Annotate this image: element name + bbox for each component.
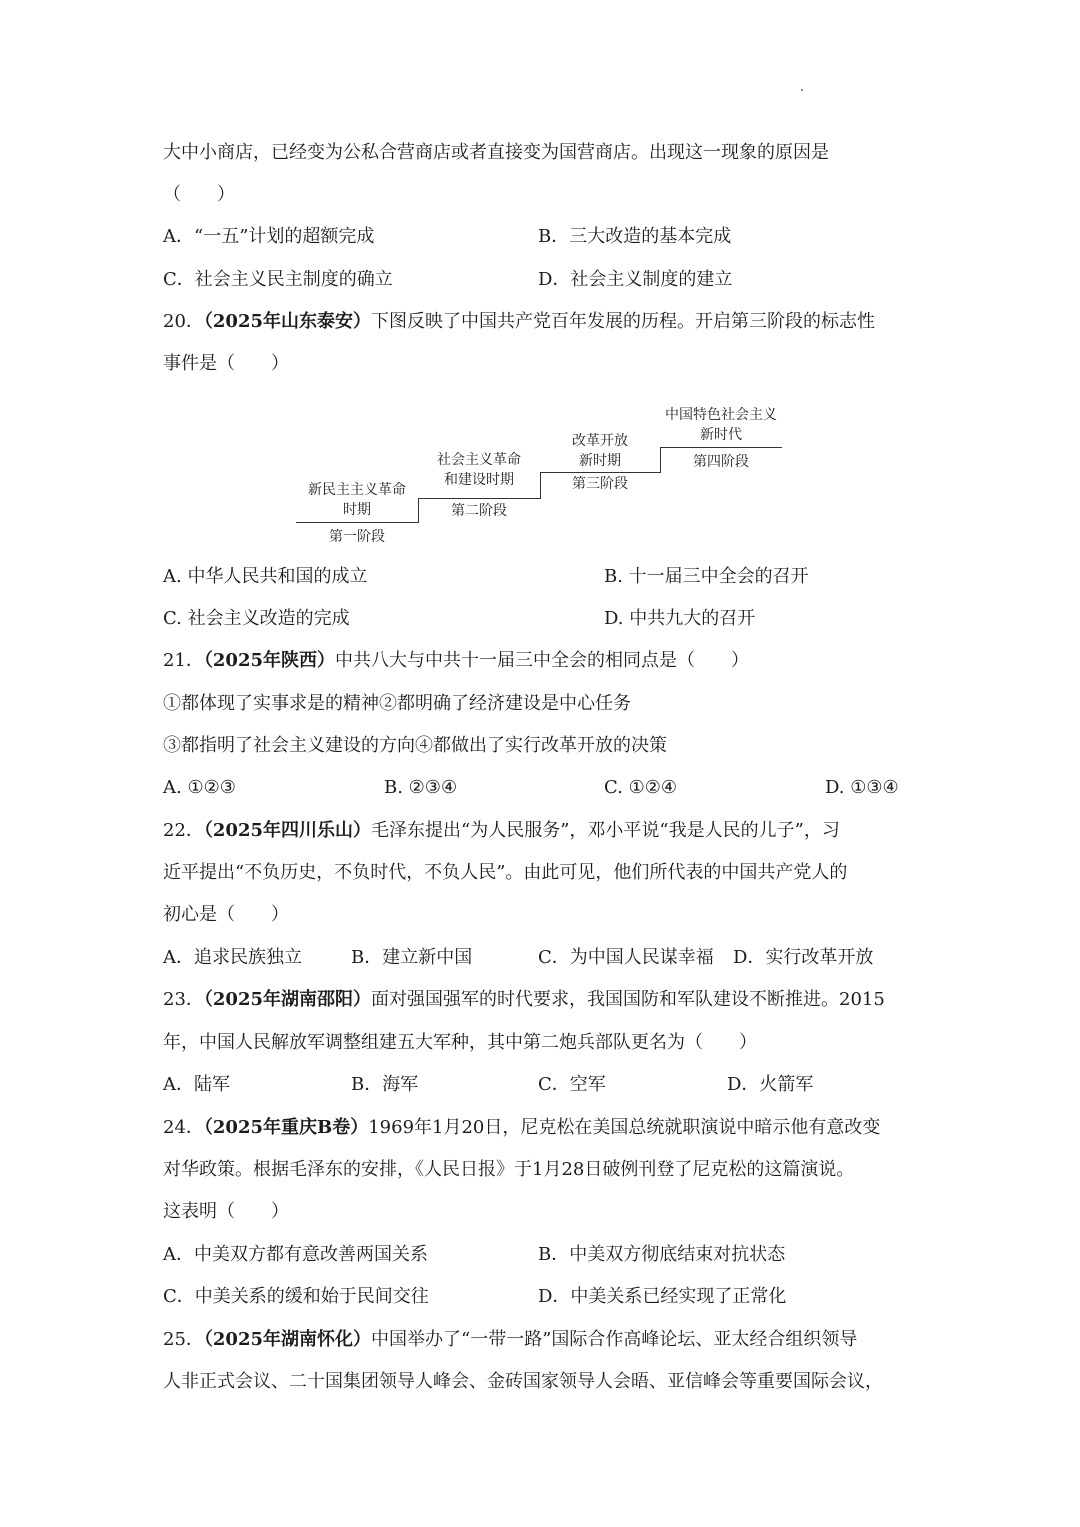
q23-option-c: C．空军 xyxy=(538,1074,606,1095)
q25-source: （2025年湖南怀化） xyxy=(203,1329,372,1350)
q20-option-c: C. 社会主义改造的完成 xyxy=(163,608,350,629)
q21-option-d: D. ①③④ xyxy=(825,777,899,798)
q20-stem xyxy=(163,306,950,338)
stage-3-step xyxy=(540,472,660,473)
q24-text: 1969年1月20日，尼克松在美国总统就职演说中暗示他有意改变 xyxy=(368,1117,881,1138)
stage-3-period-line-2: 新时期 xyxy=(579,453,621,469)
q20-option-b: B. 十一届三中全会的召开 xyxy=(604,566,809,587)
stage-3-period xyxy=(540,431,660,471)
q22-text: 毛泽东提出“为人民服务”，邓小平说“我是人民的儿子”，习 xyxy=(371,820,840,841)
q22-option-d: D．实行改革开放 xyxy=(733,947,874,968)
q20-option-d: D. 中共九大的召开 xyxy=(604,608,756,629)
q19-option-a: A．“一五”计划的超额完成 xyxy=(163,226,375,247)
stage-4-period xyxy=(660,405,782,445)
stage-1-period-line-1: 新民主主义革命 xyxy=(308,482,406,498)
q20-source: （2025年山东泰安） xyxy=(203,311,372,332)
q22-stem xyxy=(163,815,950,847)
stage-4-label: 第四阶段 xyxy=(693,454,749,470)
q24-option-c: C．中美关系的缓和始于民间交往 xyxy=(163,1286,429,1307)
stage-2-label: 第二阶段 xyxy=(451,503,507,519)
q23-option-b: B．海军 xyxy=(351,1074,419,1095)
cpc-stage-staircase-diagram xyxy=(296,398,786,556)
q22-option-a: A．追求民族独立 xyxy=(163,947,302,968)
q21-number: 21． xyxy=(163,650,204,671)
stage-3-period-line-1: 改革开放 xyxy=(572,433,628,449)
q21-stem xyxy=(163,645,950,677)
q20-option-a: A. 中华人民共和国的成立 xyxy=(163,566,368,587)
q22-stem-line-3: 初心是（ ） xyxy=(163,904,289,925)
stage-4-period-line-2: 新时代 xyxy=(700,427,742,443)
q24-option-b: B．中美双方彻底结束对抗状态 xyxy=(538,1244,786,1265)
q25-text: 中国举办了“一带一路”国际合作高峰论坛、亚太经合组织领导 xyxy=(371,1329,858,1350)
stage-2-period-line-1: 社会主义革命 xyxy=(437,452,521,468)
q23-text: 面对强国强军的时代要求，我国国防和军队建设不断推进。2015 xyxy=(371,989,885,1010)
stage-1-label: 第一阶段 xyxy=(329,529,385,545)
q19-option-d: D．社会主义制度的建立 xyxy=(538,269,733,290)
stage-1-period xyxy=(296,480,418,520)
stage-3-label: 第三阶段 xyxy=(572,476,628,492)
stage-2-period xyxy=(418,450,540,490)
q20-text: 下图反映了中国共产党百年发展的历程。开启第三阶段的标志性 xyxy=(371,311,876,332)
q20-stem-line-2: 事件是（ ） xyxy=(163,353,289,374)
q20-number: 20． xyxy=(163,311,204,332)
q22-option-b: B．建立新中国 xyxy=(351,947,473,968)
q23-option-a: A．陆军 xyxy=(163,1074,230,1095)
q22-number: 22． xyxy=(163,820,204,841)
stage-1-step xyxy=(296,522,418,523)
q23-stem xyxy=(163,984,950,1016)
q25-stem xyxy=(163,1324,950,1356)
stage-4-period-line-1: 中国特色社会主义 xyxy=(665,407,777,423)
q21-option-c: C. ①②④ xyxy=(604,777,677,798)
scan-mark xyxy=(801,89,803,91)
q19-option-c: C．社会主义民主制度的确立 xyxy=(163,269,393,290)
q21-text: 中共八大与中共十一届三中全会的相同点是（ ） xyxy=(335,650,750,671)
q23-stem-line-2: 年，中国人民解放军调整组建五大军种，其中第二炮兵部队更名为（ ） xyxy=(163,1032,757,1053)
q23-number: 23． xyxy=(163,989,204,1010)
q25-stem-line-2: 人非正式会议、二十国集团领导人峰会、金砖国家领导人会晤、亚信峰会等重要国际会议， xyxy=(163,1371,883,1392)
q24-option-a: A．中美双方都有意改善两国关系 xyxy=(163,1244,428,1265)
q22-stem-line-2: 近平提出“不负历史，不负时代，不负人民”。由此可见，他们所代表的中国共产党人的 xyxy=(163,862,848,883)
stage-4-step xyxy=(660,447,782,448)
q21-option-a: A. ①②③ xyxy=(163,777,236,798)
q21-statements-1: ①都体现了实事求是的精神②都明确了经济建设是中心任务 xyxy=(163,693,631,714)
q24-source: （2025年重庆B卷） xyxy=(203,1117,369,1138)
q24-stem xyxy=(163,1112,950,1144)
q24-option-d: D．中美关系已经实现了正常化 xyxy=(538,1286,787,1307)
stage-1-period-line-2: 时期 xyxy=(343,502,371,518)
q23-option-d: D．火箭军 xyxy=(727,1074,814,1095)
q21-option-b: B. ②③④ xyxy=(384,777,458,798)
q19-answer-bracket: （ ） xyxy=(163,184,235,205)
q23-source: （2025年湖南邵阳） xyxy=(203,989,372,1010)
stage-2-step xyxy=(418,498,540,499)
stage-2-period-line-2: 和建设时期 xyxy=(444,472,514,488)
q24-stem-line-3: 这表明（ ） xyxy=(163,1201,289,1222)
q21-statements-2: ③都指明了社会主义建设的方向④都做出了实行改革开放的决策 xyxy=(163,735,667,756)
q19-option-b: B．三大改造的基本完成 xyxy=(538,226,732,247)
q19-stem-line: 大中小商店，已经变为公私合营商店或者直接变为国营商店。出现这一现象的原因是 xyxy=(163,142,829,163)
q22-source: （2025年四川乐山） xyxy=(203,820,372,841)
q25-number: 25． xyxy=(163,1329,204,1350)
q24-number: 24． xyxy=(163,1117,204,1138)
q21-source: （2025年陕西） xyxy=(203,650,336,671)
q22-option-c: C．为中国人民谋幸福 xyxy=(538,947,714,968)
q24-stem-line-2: 对华政策。根据毛泽东的安排，《人民日报》于1月28日破例刊登了尼克松的这篇演说。 xyxy=(163,1159,855,1180)
